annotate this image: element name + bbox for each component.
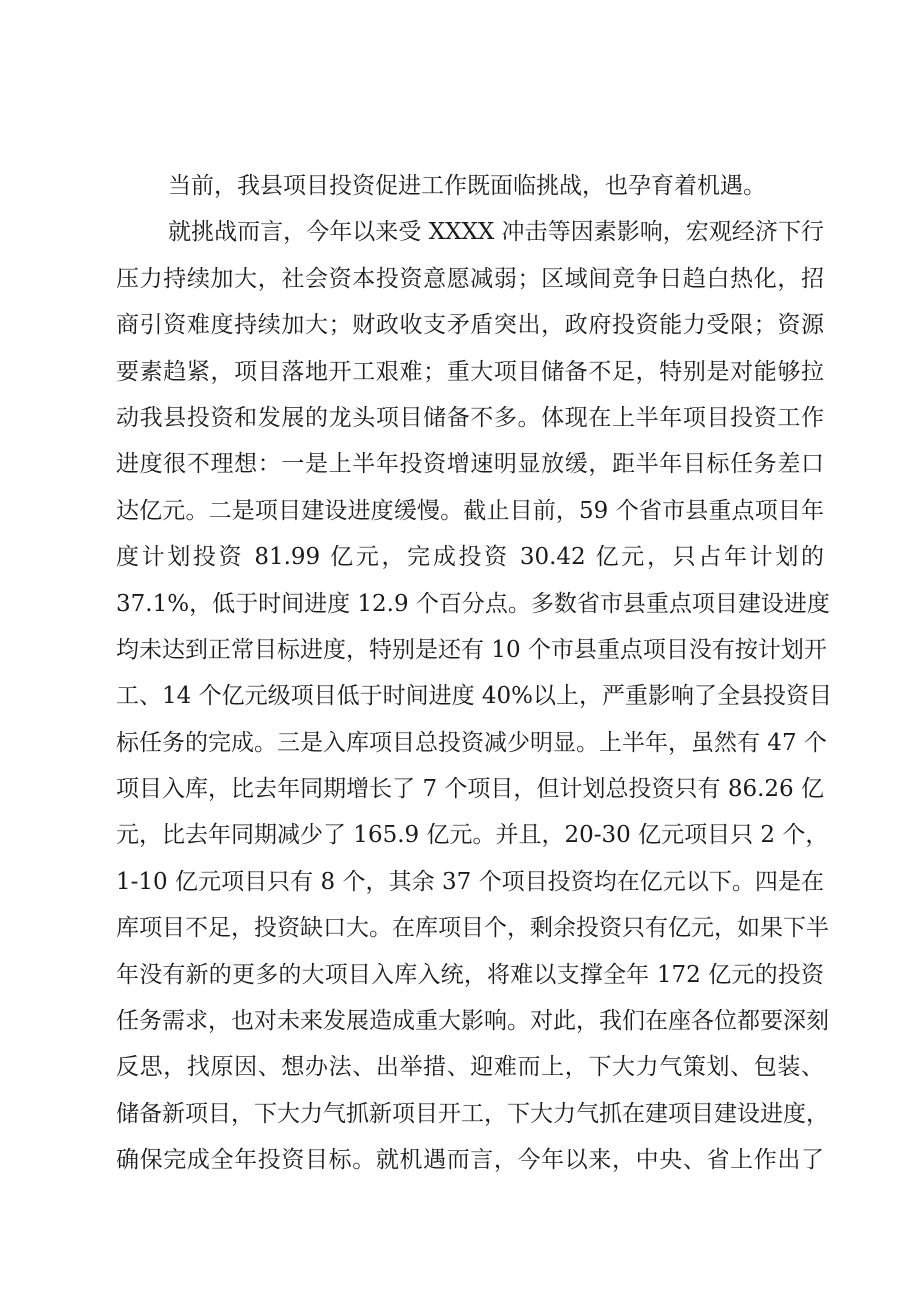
paragraph-2-line-12: 标任务的完成。三是入库项目总投资减少明显。上半年，虽然有 47 个 [116, 729, 827, 756]
paragraph-2-line-4: 要素趋紧，项目落地开工艰难；重大项目储备不足，特别是对能够拉 [116, 358, 824, 385]
paragraph-2-line-2: 压力持续加大，社会资本投资意愿减弱；区域间竞争日趋白热化，招 [116, 265, 824, 292]
paragraph-2-line-17: 年没有新的更多的大项目入库入统，将难以支撑全年 172 亿元的投资 [116, 961, 824, 988]
paragraph-2-line-16: 库项目不足，投资缺口大。在库项目个，剩余投资只有亿元，如果下半 [116, 915, 829, 942]
paragraph-2-line-19: 反思，找原因、想办法、出举措、迎难而上，下大力气策划、包装、 [116, 1054, 824, 1081]
paragraph-2-line-1: 就挑战而言，今年以来受 XXXX 冲击等因素影响，宏观经济下行 [168, 219, 824, 246]
paragraph-2-line-7: 达亿元。二是项目建设进度缓慢。截止目前，59 个省市县重点项目年 [116, 497, 824, 524]
paragraph-2-line-3: 商引资难度持续加大；财政收支矛盾突出，政府投资能力受限；资源 [116, 312, 824, 339]
paragraph-2-line-8: 度计划投资 81.99 亿元，完成投资 30.42 亿元，只占年计划的 [116, 544, 824, 571]
paragraph-2-line-15: 1-10 亿元项目只有 8 个，其余 37 个项目投资均在亿元以下。四是在 [116, 868, 824, 895]
paragraph-1-line-1: 当前，我县项目投资促进工作既面临挑战，也孕育着机遇。 [168, 173, 766, 199]
paragraph-2-line-10: 均未达到正常目标进度，特别是还有 10 个市县重点项目没有按计划开 [116, 636, 827, 663]
paragraph-2-line-20: 储备新项目，下大力气抓新项目开工，下大力气抓在建项目建设进度， [116, 1100, 829, 1127]
paragraph-2-line-21: 确保完成全年投资目标。就机遇而言，今年以来，中央、省上作出了 [116, 1147, 824, 1174]
paragraph-2-line-11: 工、14 个亿元级项目低于时间进度 40%以上，严重影响了全县投资目 [116, 683, 833, 710]
paragraph-2-line-14: 元，比去年同期减少了 165.9 亿元。并且，20-30 亿元项目只 2 个， [116, 822, 829, 849]
paragraph-2-line-13: 项目入库，比去年同期增长了 7 个项目，但计划总投资只有 86.26 亿 [116, 776, 824, 803]
paragraph-2-line-6: 进度很不理想：一是上半年投资增速明显放缓，距半年目标任务差口 [116, 451, 824, 478]
paragraph-2-line-5: 动我县投资和发展的龙头项目储备不多。体现在上半年项目投资工作 [116, 404, 824, 431]
paragraph-2-line-18: 任务需求，也对未来发展造成重大影响。对此，我们在座各位都要深刻 [116, 1008, 829, 1035]
paragraph-2-line-9: 37.1%，低于时间进度 12.9 个百分点。多数省市县重点项目建设进度 [116, 590, 830, 617]
body-text [116, 163, 833, 1184]
